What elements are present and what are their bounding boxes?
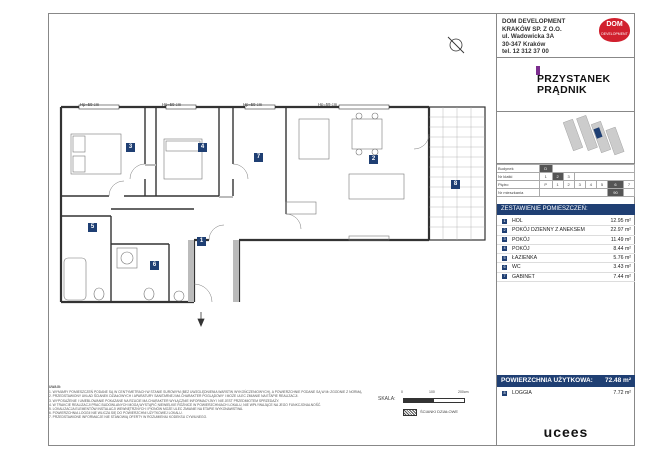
note-line: 2. PRZEDSTAWIONY UKŁAD ŚCIANEK DZIAŁOWYCH I APARATURY SANITARNEJ MA CHARAKTER POGLĄDOWY I MOŻE ULEC ZMIANIE NA ETAPIE REALIZACJI.	[49, 394, 299, 399]
rooms-list	[497, 217, 635, 282]
partition-legend-swatch	[403, 409, 417, 416]
logo-subtext: DEVELOPMENT	[601, 32, 628, 36]
room-label-2: 2	[369, 155, 378, 164]
room-name: LOGGIA	[512, 390, 532, 396]
info-cell: 6	[608, 181, 624, 189]
note-line: 5. LOKALIZACJA ELEMENTÓW INSTALACJI WEWNĘTRZNYCH I PIONÓW MOŻE ULEC ZMIANIE NA ETAPIE WYKONAWSTWA.	[49, 407, 244, 412]
room-label-6: 6	[150, 261, 159, 270]
floor-plan	[49, 14, 496, 384]
room-label-7: 7	[254, 153, 263, 162]
note-line: 7. PRZEDSTAWIONE INFORMACJE NIE STANOWIĄ OFERTY W ROZUMIENIU KODEKSU CYWILNEGO.	[49, 415, 208, 420]
room-label-4: 4	[198, 143, 207, 152]
room-area: 22.97 m²	[610, 227, 631, 234]
scale-bar	[403, 398, 465, 403]
building-keymap	[497, 112, 635, 164]
room-area: 12.95 m²	[610, 218, 631, 224]
room-name: POKÓJ	[512, 245, 530, 252]
room-area: 5.76 m²	[613, 255, 631, 262]
info-label: Nr klatki	[497, 173, 540, 181]
room-number: 1	[503, 218, 506, 223]
room-number: 3	[503, 237, 506, 242]
note-line: 6. POWIERZCHNIA LOGGII NIE WLICZA SIĘ DO POWIERZCHNI UŻYTKOWEJ LOKALU.	[49, 411, 183, 416]
room-label-3: 3	[126, 143, 135, 152]
logo-text: DOM	[606, 21, 623, 28]
room-label-5: 5	[88, 223, 97, 232]
usable-area-value: 72.48 m²	[604, 377, 631, 384]
project-name-line2: PRĄDNIK	[537, 84, 587, 96]
scale-block	[378, 390, 493, 423]
room-number: 7	[503, 274, 506, 279]
info-cell: D	[540, 165, 553, 173]
side-panel	[496, 14, 634, 445]
developer-line: ul. Wadowicka 3A	[502, 33, 555, 41]
hp-label: Hp=59 cm	[162, 102, 182, 107]
room-area: 7.44 m²	[613, 273, 631, 280]
room-area: 7.72 m²	[613, 390, 631, 396]
note-line: 1. WYMIARY POMIESZCZEŃ PODANE SĄ W CENTYMETRACH W STANIE SUROWYM (BEZ UWZGLĘDNIENIA WARSTW WYKOŃCZENIOWYCH), A POWIERZCHNIE PODANE SĄ W M² ZGODNIE Z NORMĄ.	[49, 390, 363, 395]
notes-title: UWAGI:	[49, 385, 62, 389]
dom-development-logo	[599, 18, 630, 42]
keymap-drawing	[560, 114, 633, 162]
project-name	[537, 74, 610, 96]
project-block	[497, 58, 635, 112]
room-number: 2	[503, 227, 506, 232]
developer-address	[502, 18, 565, 56]
developer-line: 30-347 Kraków	[502, 40, 546, 48]
info-label: Nr mieszkania	[497, 189, 540, 197]
info-row-building	[497, 165, 635, 173]
room-number: 5	[503, 255, 506, 260]
room-name: POKÓJ DZIENNY Z ANEKSEM	[512, 227, 585, 234]
note-line: 3. WYPOSAŻENIE I UMEBLOWANIE POKAZANE NA RZUCIE MA CHARAKTER WYŁĄCZNIE INFORMACYJNY I NIE JEST PRZEDMIOTEM SPRZEDAŻY.	[49, 398, 280, 403]
info-cell: 4	[585, 181, 596, 189]
room-label-8: 8	[451, 180, 460, 189]
loggia-row	[497, 389, 635, 397]
room-number: 4	[503, 246, 506, 251]
room-row	[497, 226, 635, 235]
room-row	[497, 217, 635, 226]
ucees-logo	[497, 419, 635, 445]
info-label: Budynek	[497, 165, 540, 173]
developer-line: KRAKÓW SP. Z O.O.	[502, 25, 562, 33]
info-cell: 3	[563, 173, 574, 181]
brand-logo-text: ucees	[543, 424, 589, 440]
scale-mark: 100	[429, 390, 435, 394]
floor-plan-drawing	[49, 14, 496, 384]
info-cell: 2	[552, 173, 563, 181]
info-row-apartment	[497, 189, 635, 197]
developer-block	[497, 14, 635, 58]
scale-label: SKALA:	[378, 396, 396, 402]
hp-label: Hp=59 cm	[318, 102, 338, 107]
info-cell: 2	[563, 181, 574, 189]
developer-line: tel. 12 312 37 00	[502, 48, 549, 56]
info-cell: 1	[552, 181, 563, 189]
room-name: GABINET	[512, 273, 535, 280]
usable-area-label: POWIERZCHNIA UŻYTKOWA:	[501, 377, 593, 384]
room-name: ŁAZIENKA	[512, 255, 538, 262]
info-row-staircase	[497, 173, 635, 181]
room-row	[497, 263, 635, 272]
info-cell: 5	[596, 181, 607, 189]
room-row	[497, 245, 635, 254]
room-area: 8.44 m²	[613, 245, 631, 252]
info-label: Piętro	[497, 181, 540, 189]
info-row-floor	[497, 181, 635, 189]
room-name: WC	[512, 264, 521, 271]
room-name: HOL	[512, 218, 523, 224]
room-number: 6	[503, 264, 506, 269]
info-cell: 1	[540, 173, 553, 181]
scale-mark: 0	[401, 390, 403, 394]
room-area: 3.43 m²	[613, 264, 631, 271]
info-cell: 90	[608, 189, 624, 197]
room-row	[497, 273, 635, 282]
room-row	[497, 254, 635, 263]
rooms-title: ZESTAWIENIE POMIESZCZEŃ:	[497, 204, 635, 215]
room-row	[497, 236, 635, 245]
compass-icon	[446, 35, 466, 55]
room-number: 8	[503, 390, 506, 395]
info-cell: 3	[574, 181, 585, 189]
note-line: 4. W TRAKCIE REALIZACJI PRAC BUDOWLANYCH MOGĄ WYSTĄPIĆ NIEWIELKIE RÓŻNICE W POWIERZCHNIACH LOKALU, NIE WPŁYWAJĄCE NA JEGO FUNKCJONALNOŚĆ.	[49, 402, 322, 407]
room-area: 11.49 m²	[610, 236, 631, 243]
usable-area-bar	[497, 375, 635, 387]
info-cell: P	[540, 181, 553, 189]
info-table	[497, 164, 635, 197]
hp-label: Hp=59 cm	[80, 102, 100, 107]
partition-legend-label: ŚCIANKI DZIAŁOWE	[420, 409, 459, 414]
project-name-line1: PRZYSTANEK	[537, 73, 611, 85]
room-label-1: 1	[197, 237, 206, 246]
developer-line: DOM DEVELOPMENT	[502, 18, 566, 25]
room-name: POKÓJ	[512, 236, 530, 243]
scale-mark: 200cm	[458, 390, 469, 394]
info-cell: 7	[623, 181, 634, 189]
hp-label: Hp=59 cm	[243, 102, 263, 107]
notes-block	[49, 385, 369, 420]
